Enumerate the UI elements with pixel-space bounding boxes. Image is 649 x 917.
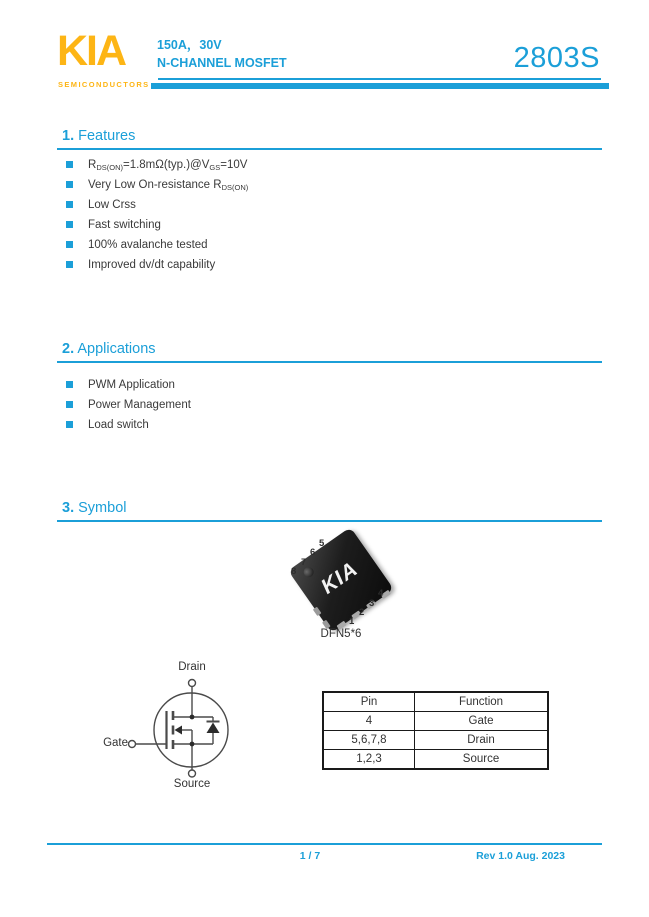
footer-rule [47,843,602,845]
kia-logo: KIA [57,27,126,75]
pin-number-5: 5 [319,538,325,549]
feature-item-text: $R_{DS(ON)}=1.8m\Omega(typ.)@V_{GS}=10V$ [88,159,248,172]
pin-number-6: 6 [310,547,316,558]
pin-number-4: 4 [378,588,384,599]
package-name: DFN5*6 [320,628,362,640]
application-item-text: Load switch [88,419,149,431]
feature-item [0,195,649,215]
logo-subtext: SEMICONDUCTORS [58,80,150,89]
features-heading-number: 1. [62,128,75,144]
feature-item [0,255,649,275]
source-label: Source [173,778,211,790]
table-row [323,712,548,731]
device-subtitle [157,36,287,72]
bullet-square-icon [66,261,73,268]
bullet-square-icon [66,181,73,188]
feature-item-text: Low Crss [88,199,136,211]
bullet-square-icon [66,401,73,408]
application-item-text: PWM Application [88,379,175,391]
applications-heading-title: Applications [77,341,156,357]
function-column-header: Function [415,692,549,712]
table-header-row [323,692,548,712]
feature-item-text: 100% avalanche tested [88,239,208,251]
gate-label: Gate [103,737,128,749]
package-lead [313,607,322,616]
applications-rule [57,361,602,363]
bullet-square-icon [66,161,73,168]
pin-column-header: Pin [323,692,415,712]
symbol-heading-number: 3. [62,500,75,516]
part-number: 2803S [513,42,600,74]
header-rule-thin [158,78,601,80]
pin-number-8: 8 [291,566,297,577]
device-type-line: N-CHANNEL MOSFET [157,56,287,70]
chip-brand-label: KIA [316,557,363,599]
application-item [0,395,649,415]
bullet-square-icon [66,241,73,248]
pin-cell: 1,2,3 [323,750,415,770]
feature-item-text: Fast switching [88,219,161,231]
bullet-square-icon [66,221,73,228]
bullet-square-icon [66,381,73,388]
drain-label: Drain [178,661,206,673]
features-rule [57,148,602,150]
pin-cell: 4 [323,712,415,731]
table-row [323,731,548,750]
feature-item [0,235,649,255]
pin-number-7: 7 [301,557,307,568]
symbol-rule [57,520,602,522]
pin-number-2: 2 [359,607,365,618]
table-row [323,750,548,770]
function-cell: Source [415,750,549,770]
function-cell: Gate [415,712,549,731]
pin-cell: 5,6,7,8 [323,731,415,750]
applications-heading-number: 2. [62,341,75,357]
function-cell: Drain [415,731,549,750]
pin-number-1: 1 [349,616,355,627]
package-photo [276,533,406,633]
chip-body [288,527,394,633]
header-rule-thick [151,83,609,89]
features-list [0,155,649,275]
mosfet-symbol-drawing [100,653,230,793]
feature-item [0,175,649,195]
applications-list [0,375,649,435]
pin-number-3: 3 [369,598,375,609]
application-item-text: Power Management [88,399,191,411]
features-heading [62,128,135,144]
revision-text: Rev 1.0 Aug. 2023 [476,850,565,862]
bullet-square-icon [66,421,73,428]
rating-line: 150A，30V [157,38,222,52]
feature-item [0,215,649,235]
applications-heading [62,341,156,357]
application-item [0,415,649,435]
page-number: 1 / 7 [299,850,321,862]
feature-item-text: Improved dv/dt capability [88,259,216,271]
symbol-heading-title: Symbol [78,500,127,516]
pin-function-table [322,691,549,770]
feature-item-text: Very Low On-resistance $R_{DS(ON)}$ [88,179,249,192]
features-heading-title: Features [78,128,136,144]
symbol-heading [62,500,126,516]
feature-item [0,155,649,175]
application-item [0,375,649,395]
bullet-square-icon [66,201,73,208]
